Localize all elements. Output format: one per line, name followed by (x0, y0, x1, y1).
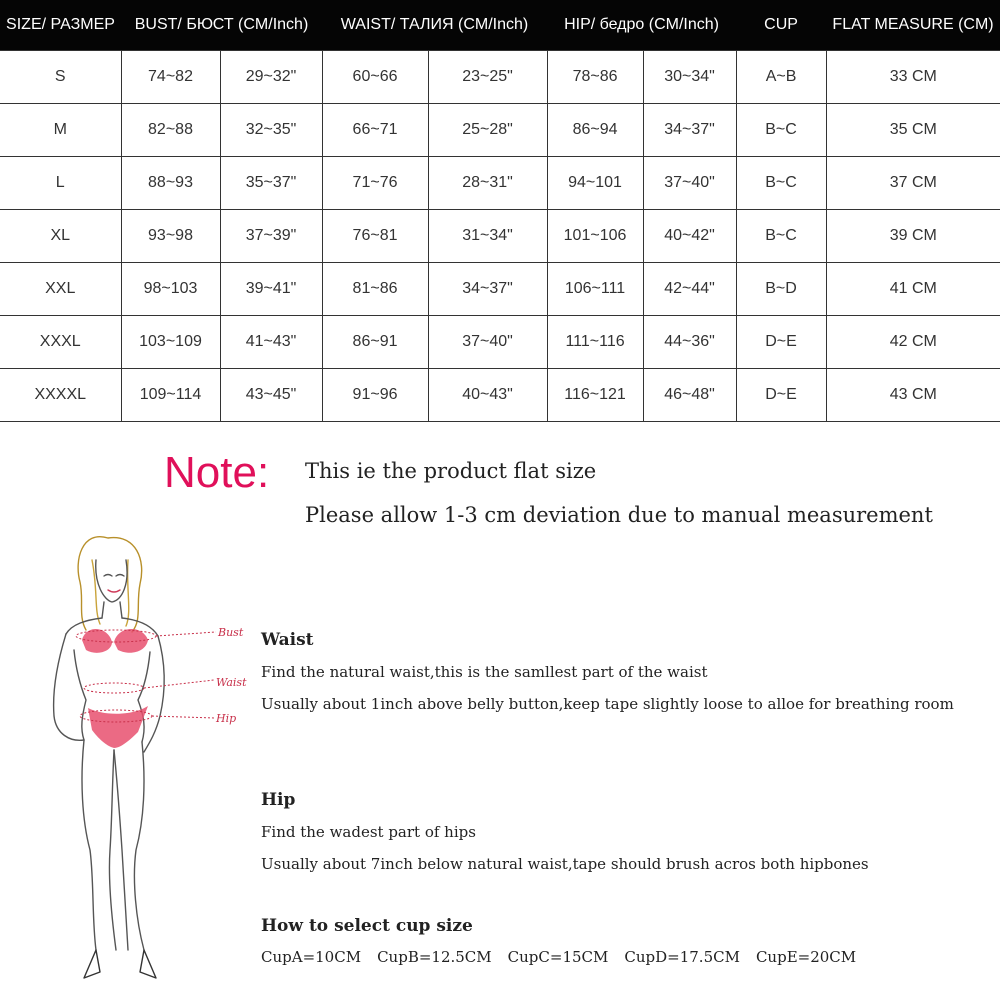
table-cell: B~C (736, 104, 826, 157)
table-cell: D~E (736, 369, 826, 422)
table-cell: 43 CM (826, 369, 1000, 422)
table-cell: 42~44" (643, 263, 736, 316)
table-cell: B~C (736, 157, 826, 210)
header-flat-measure: FLAT MEASURE (CM) (826, 0, 1000, 51)
cup-size-list (261, 948, 961, 966)
table-cell: 111~116 (547, 316, 643, 369)
waist-tape (84, 683, 144, 693)
table-cell: 39~41" (220, 263, 322, 316)
table-cell: 86~91 (322, 316, 428, 369)
table-cell: 41 CM (826, 263, 1000, 316)
table-row (0, 316, 1000, 369)
table-row (0, 157, 1000, 210)
body-measurement-illustration (0, 520, 260, 1000)
bottom-garment (88, 706, 148, 748)
table-cell: 76~81 (322, 210, 428, 263)
note-line-flat-size: This ie the product flat size (305, 459, 597, 483)
table-cell: B~C (736, 210, 826, 263)
table-cell: 91~96 (322, 369, 428, 422)
cup-a-size: CupA=10CM (261, 948, 362, 966)
table-cell: 25~28" (428, 104, 547, 157)
table-cell: 66~71 (322, 104, 428, 157)
header-cup: CUP (736, 0, 826, 51)
cup-e-size: CupE=20CM (755, 948, 857, 966)
table-cell: 71~76 (322, 157, 428, 210)
header-size: SIZE/ РАЗМЕР (0, 0, 121, 51)
header-hip: HIP/ бедро (CM/Inch) (547, 0, 736, 51)
table-cell: 35 CM (826, 104, 1000, 157)
table-cell: 44~36" (643, 316, 736, 369)
size-cell: M (0, 104, 121, 157)
cup-d-size: CupD=17.5CM (624, 948, 740, 966)
size-cell: XXL (0, 263, 121, 316)
table-cell: 88~93 (121, 157, 220, 210)
table-cell: 29~32" (220, 51, 322, 104)
table-cell: 81~86 (322, 263, 428, 316)
table-cell: 43~45" (220, 369, 322, 422)
woman-figure-drawing (0, 520, 260, 1000)
table-row (0, 369, 1000, 422)
note-line-deviation: Please allow 1-3 cm deviation due to manual measurement (305, 503, 933, 527)
table-cell: 46~48" (643, 369, 736, 422)
bust-label: Bust (218, 626, 244, 639)
table-cell: 28~31" (428, 157, 547, 210)
waist-text-1: Find the natural waist,this is the samllest part of the waist (261, 663, 708, 681)
table-cell: 34~37" (643, 104, 736, 157)
table-cell: 93~98 (121, 210, 220, 263)
table-row (0, 104, 1000, 157)
table-cell: 82~88 (121, 104, 220, 157)
table-cell: 39 CM (826, 210, 1000, 263)
table-cell: 23~25" (428, 51, 547, 104)
table-cell: 106~111 (547, 263, 643, 316)
cup-instructions (261, 916, 961, 966)
size-chart-table (0, 0, 1000, 422)
size-cell: XXXL (0, 316, 121, 369)
waist-heading: Waist (261, 630, 314, 650)
hip-text-1: Find the wadest part of hips (261, 823, 476, 841)
cup-c-size: CupC=15CM (507, 948, 609, 966)
table-cell: 41~43" (220, 316, 322, 369)
table-cell: 86~94 (547, 104, 643, 157)
table-cell: 32~35" (220, 104, 322, 157)
hip-heading: Hip (261, 790, 296, 810)
table-cell: 74~82 (121, 51, 220, 104)
table-cell: 37 CM (826, 157, 1000, 210)
table-cell: 35~37" (220, 157, 322, 210)
hip-instructions (261, 790, 961, 880)
table-cell: 116~121 (547, 369, 643, 422)
table-cell: 37~40" (428, 316, 547, 369)
cup-b-size: CupB=12.5CM (377, 948, 492, 966)
note-label: Note: (164, 448, 270, 497)
table-cell: 109~114 (121, 369, 220, 422)
table-cell: 37~40" (643, 157, 736, 210)
table-cell: 33 CM (826, 51, 1000, 104)
size-cell: XXXXL (0, 369, 121, 422)
table-row (0, 263, 1000, 316)
hip-text-2: Usually about 7inch below natural waist,tape should brush acros both hipbones (261, 855, 869, 873)
table-cell: 37~39" (220, 210, 322, 263)
table-row (0, 210, 1000, 263)
header-waist: WAIST/ ТАЛИЯ (CM/Inch) (322, 0, 547, 51)
waist-pointer-line (144, 680, 214, 688)
table-cell: 34~37" (428, 263, 547, 316)
table-cell: 101~106 (547, 210, 643, 263)
table-row (0, 51, 1000, 104)
table-cell: B~D (736, 263, 826, 316)
table-cell: 60~66 (322, 51, 428, 104)
hip-label: Hip (216, 712, 237, 725)
size-cell: S (0, 51, 121, 104)
cup-heading: How to select cup size (261, 916, 473, 936)
waist-label: Waist (216, 676, 247, 689)
table-cell: 31~34" (428, 210, 547, 263)
header-bust: BUST/ БЮСТ (CM/Inch) (121, 0, 322, 51)
size-cell: XL (0, 210, 121, 263)
table-cell: 42 CM (826, 316, 1000, 369)
table-cell: 78~86 (547, 51, 643, 104)
hip-pointer-line (152, 716, 214, 718)
table-cell: 40~43" (428, 369, 547, 422)
table-cell: 98~103 (121, 263, 220, 316)
bust-pointer-line (156, 632, 216, 636)
waist-instructions (261, 630, 961, 720)
table-body (0, 51, 1000, 422)
waist-text-2: Usually about 1inch above belly button,keep tape slightly loose to alloe for breathing room (261, 695, 954, 713)
table-cell: 103~109 (121, 316, 220, 369)
table-cell: A~B (736, 51, 826, 104)
table-cell: 30~34" (643, 51, 736, 104)
table-header-row (0, 0, 1000, 51)
size-cell: L (0, 157, 121, 210)
table-cell: D~E (736, 316, 826, 369)
table-cell: 94~101 (547, 157, 643, 210)
table-cell: 40~42" (643, 210, 736, 263)
